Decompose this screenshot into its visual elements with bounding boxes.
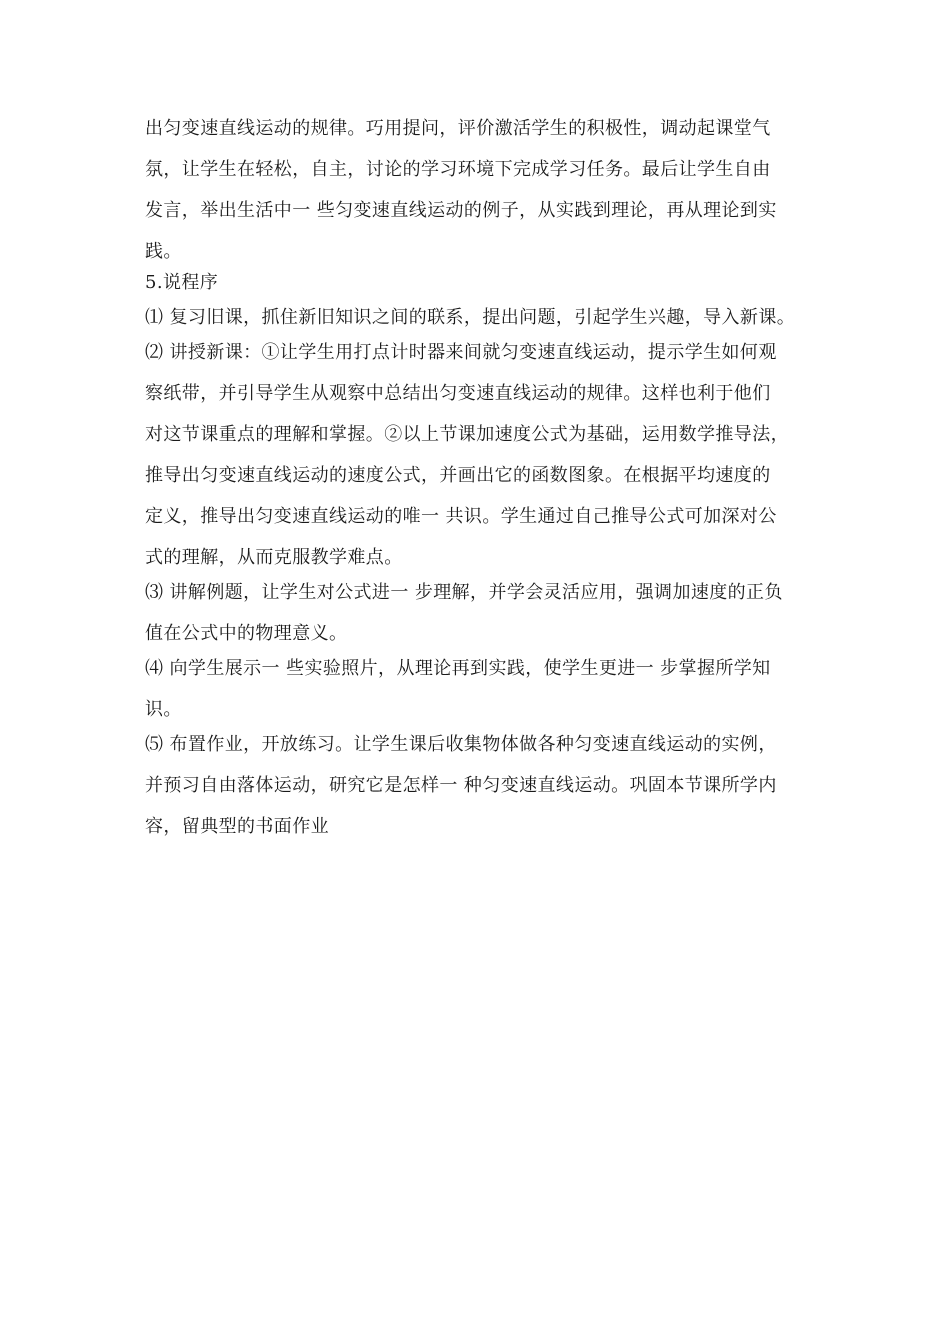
text-line: 推导出匀变速直线运动的速度公式，并画出它的函数图象。在根据平均速度的 xyxy=(145,465,771,486)
text-line: 发言，举出生活中一 些匀变速直线运动的例子，从实践到理论，再从理论到实 xyxy=(145,200,777,221)
text-line: 践。 xyxy=(145,241,182,262)
text-line: 氛，让学生在轻松，自主，讨论的学习环境下完成学习任务。最后让学生自由 xyxy=(145,159,771,180)
text-line: 并预习自由落体运动，研究它是怎样一 种匀变速直线运动。巩固本节课所学内 xyxy=(145,775,777,796)
text-line: ⑸ 布置作业，开放练习。让学生课后收集物体做各种匀变速直线运动的实例， xyxy=(145,734,777,755)
text-line: 识。 xyxy=(145,699,182,720)
text-line: 对这节课重点的理解和掌握。②以上节课加速度公式为基础，运用数学推导法， xyxy=(145,424,789,445)
section-heading: 5.说程序 xyxy=(145,272,219,293)
text-line: ⑷ 向学生展示一 些实验照片，从理论再到实践，使学生更进一 步掌握所学知 xyxy=(145,658,771,679)
text-line: 定义，推导出匀变速直线运动的唯一 共识。学生通过自己推导公式可加深对公 xyxy=(145,506,777,527)
text-line: 容，留典型的书面作业 xyxy=(145,816,329,837)
text-line: 出匀变速直线运动的规律。巧用提问，评价激活学生的积极性，调动起课堂气 xyxy=(145,118,771,139)
text-line: ⑶ 讲解例题，让学生对公式进一 步理解，并学会灵活应用，强调加速度的正负 xyxy=(145,582,783,603)
text-line: ⑵ 讲授新课：①让学生用打点计时器来间就匀变速直线运动，提示学生如何观 xyxy=(145,342,777,363)
text-line: ⑴ 复习旧课，抓住新旧知识之间的联系，提出问题，引起学生兴趣，导入新课。 xyxy=(145,307,796,328)
text-line: 值在公式中的物理意义。 xyxy=(145,623,348,644)
document-body xyxy=(145,119,825,837)
text-line: 式的理解，从而克服教学难点。 xyxy=(145,547,403,568)
text-line: 察纸带，并引导学生从观察中总结出匀变速直线运动的规律。这样也利于他们 xyxy=(145,383,771,404)
